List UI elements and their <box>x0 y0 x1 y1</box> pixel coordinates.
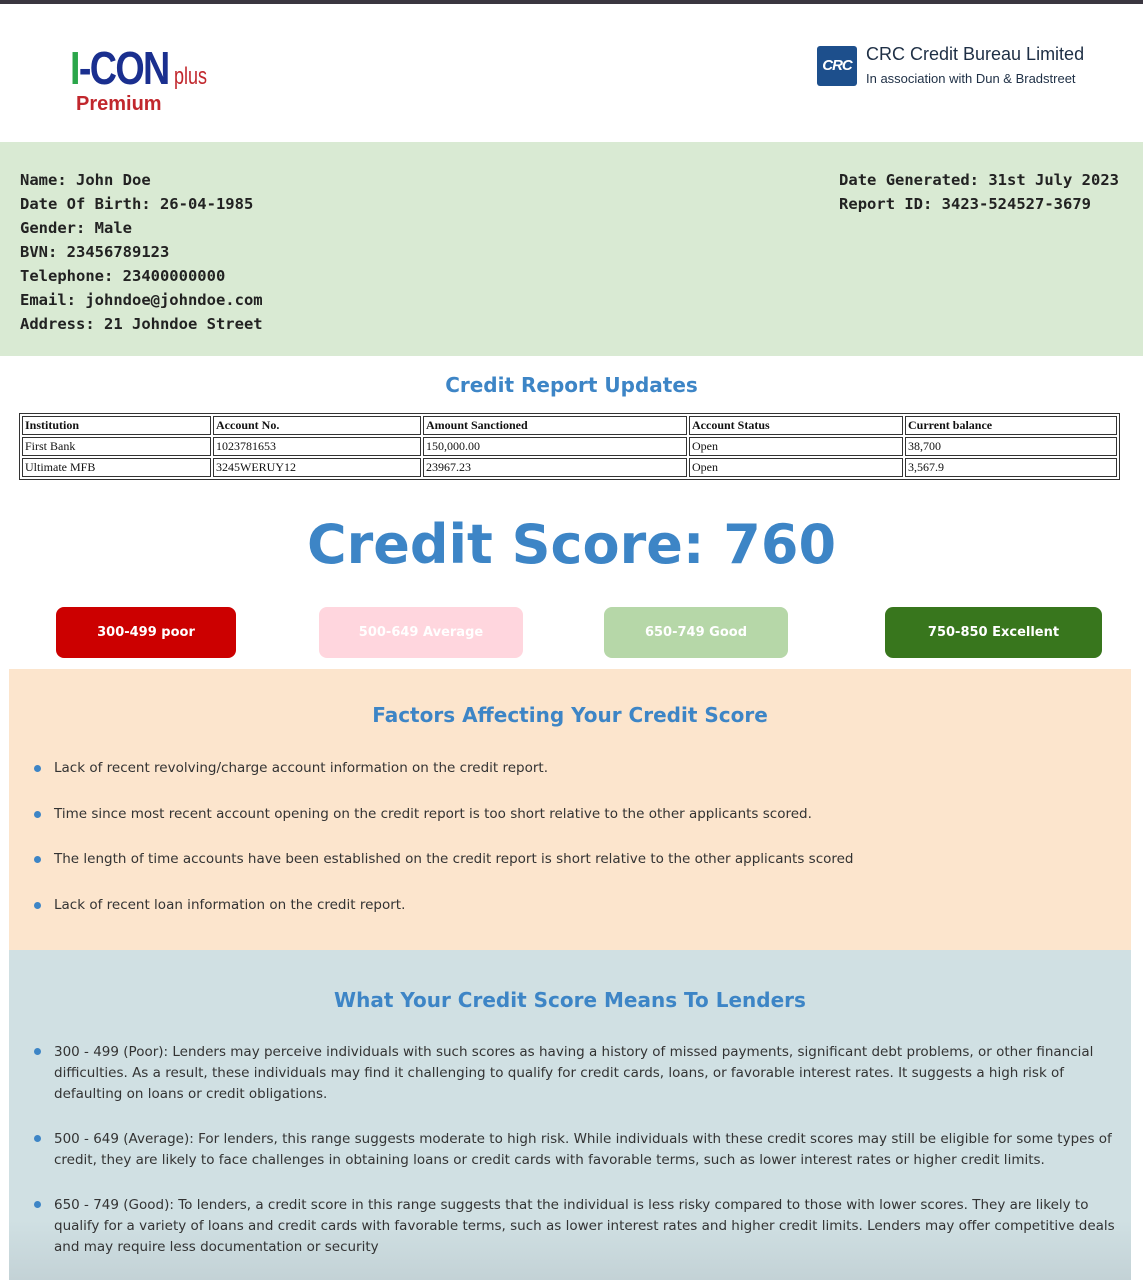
logo-wordmark <box>70 42 169 94</box>
lenders-title: What Your Credit Score Means To Lenders <box>334 988 806 1012</box>
column-header: Current balance <box>905 416 1117 435</box>
crc-association-text: In association with Dun & Bradstreet <box>866 71 1076 86</box>
address-line: Address: 21 Johndoe Street <box>20 315 263 333</box>
list-item: 500 - 649 (Average): For lenders, this range suggests moderate to high risk. While individuals with these credit scores may still be eligible for some types of credit, they are likely to face challenges in obtaining loans or credit cards with favorable terms, such as lower interest rates or higher credit limits. <box>9 1129 1131 1171</box>
logo-con-text: -CON <box>78 42 169 94</box>
lenders-section <box>9 950 1131 1280</box>
list-item: Time since most recent account opening on the credit report is too short relative to the other applicants scored. <box>9 805 1119 823</box>
personal-info-panel <box>0 142 1143 356</box>
crc-badge-icon: CRC <box>817 46 857 86</box>
email-line: Email: johndoe@johndoe.com <box>20 291 263 309</box>
table-cell: First Bank <box>22 437 211 456</box>
column-header: Institution <box>22 416 211 435</box>
name-line: Name: John Doe <box>20 171 151 189</box>
logo-i-letter: I <box>70 42 79 94</box>
crc-company-name: CRC Credit Bureau Limited <box>866 44 1085 64</box>
table-cell: 3245WERUY12 <box>213 458 421 477</box>
list-item: The length of time accounts have been established on the credit report is short relative to the other applicants scored <box>9 850 1119 868</box>
report-id-line: Report ID: 3423-524527-3679 <box>839 195 1091 213</box>
crc-logo <box>817 42 1117 92</box>
table-cell: Open <box>689 437 903 456</box>
range-poor-badge: 300-499 poor <box>56 607 236 658</box>
table-header-row <box>22 416 1117 435</box>
column-header: Account Status <box>689 416 903 435</box>
range-average-badge: 500-649 Average <box>319 607 523 658</box>
table-cell: 1023781653 <box>213 437 421 456</box>
column-header: Account No. <box>213 416 421 435</box>
factors-section <box>9 669 1131 950</box>
range-good-badge: 650-749 Good <box>604 607 788 658</box>
credit-report-updates-title: Credit Report Updates <box>445 373 698 397</box>
date-generated-line: Date Generated: 31st July 2023 <box>839 171 1119 189</box>
credit-score-heading: Credit Score: 760 <box>306 513 837 576</box>
list-item: 300 - 499 (Poor): Lenders may perceive individuals with such scores as having a history of missed payments, significant debt problems, or other financial difficulties. As a result, these individuals may find it challenging to qualify for credit cards, loans, or favorable interest rates. It suggests a high risk of defaulting on loans or credit obligations. <box>9 1042 1131 1105</box>
telephone-line: Telephone: 23400000000 <box>20 267 226 285</box>
factors-list <box>9 759 1119 941</box>
table-cell: 38,700 <box>905 437 1117 456</box>
logo-plus-text: plus <box>174 63 208 90</box>
bvn-line: BVN: 23456789123 <box>20 243 170 261</box>
list-item: Lack of recent revolving/charge account information on the credit report. <box>9 759 1119 777</box>
gender-line: Gender: Male <box>20 219 132 237</box>
table-cell: 23967.23 <box>423 458 687 477</box>
column-header: Amount Sanctioned <box>423 416 687 435</box>
lenders-list <box>9 1042 1131 1282</box>
logo-premium-text: Premium <box>76 93 162 115</box>
report-header <box>0 4 1143 142</box>
list-item: Lack of recent loan information on the credit report. <box>9 896 1119 914</box>
factors-title: Factors Affecting Your Credit Score <box>372 703 768 727</box>
table-cell: 150,000.00 <box>423 437 687 456</box>
dob-line: Date Of Birth: 26-04-1985 <box>20 195 254 213</box>
credit-report-table <box>19 413 1120 480</box>
table-cell: 3,567.9 <box>905 458 1117 477</box>
list-item: 650 - 749 (Good): To lenders, a credit score in this range suggests that the individual is less risky compared to those with lower scores. They are likely to qualify for a variety of loans and credit cards with favorable terms, such as lower interest rates and higher credit limits. Lenders may offer competitive deals and may require less documentation or security <box>9 1195 1131 1258</box>
table-row <box>22 458 1117 477</box>
table-cell: Open <box>689 458 903 477</box>
range-excellent-badge: 750-850 Excellent <box>885 607 1102 658</box>
icon-plus-premium-logo <box>70 42 220 122</box>
personal-details <box>20 168 263 336</box>
table-row <box>22 437 1117 456</box>
report-meta <box>839 168 1119 216</box>
table-cell: Ultimate MFB <box>22 458 211 477</box>
